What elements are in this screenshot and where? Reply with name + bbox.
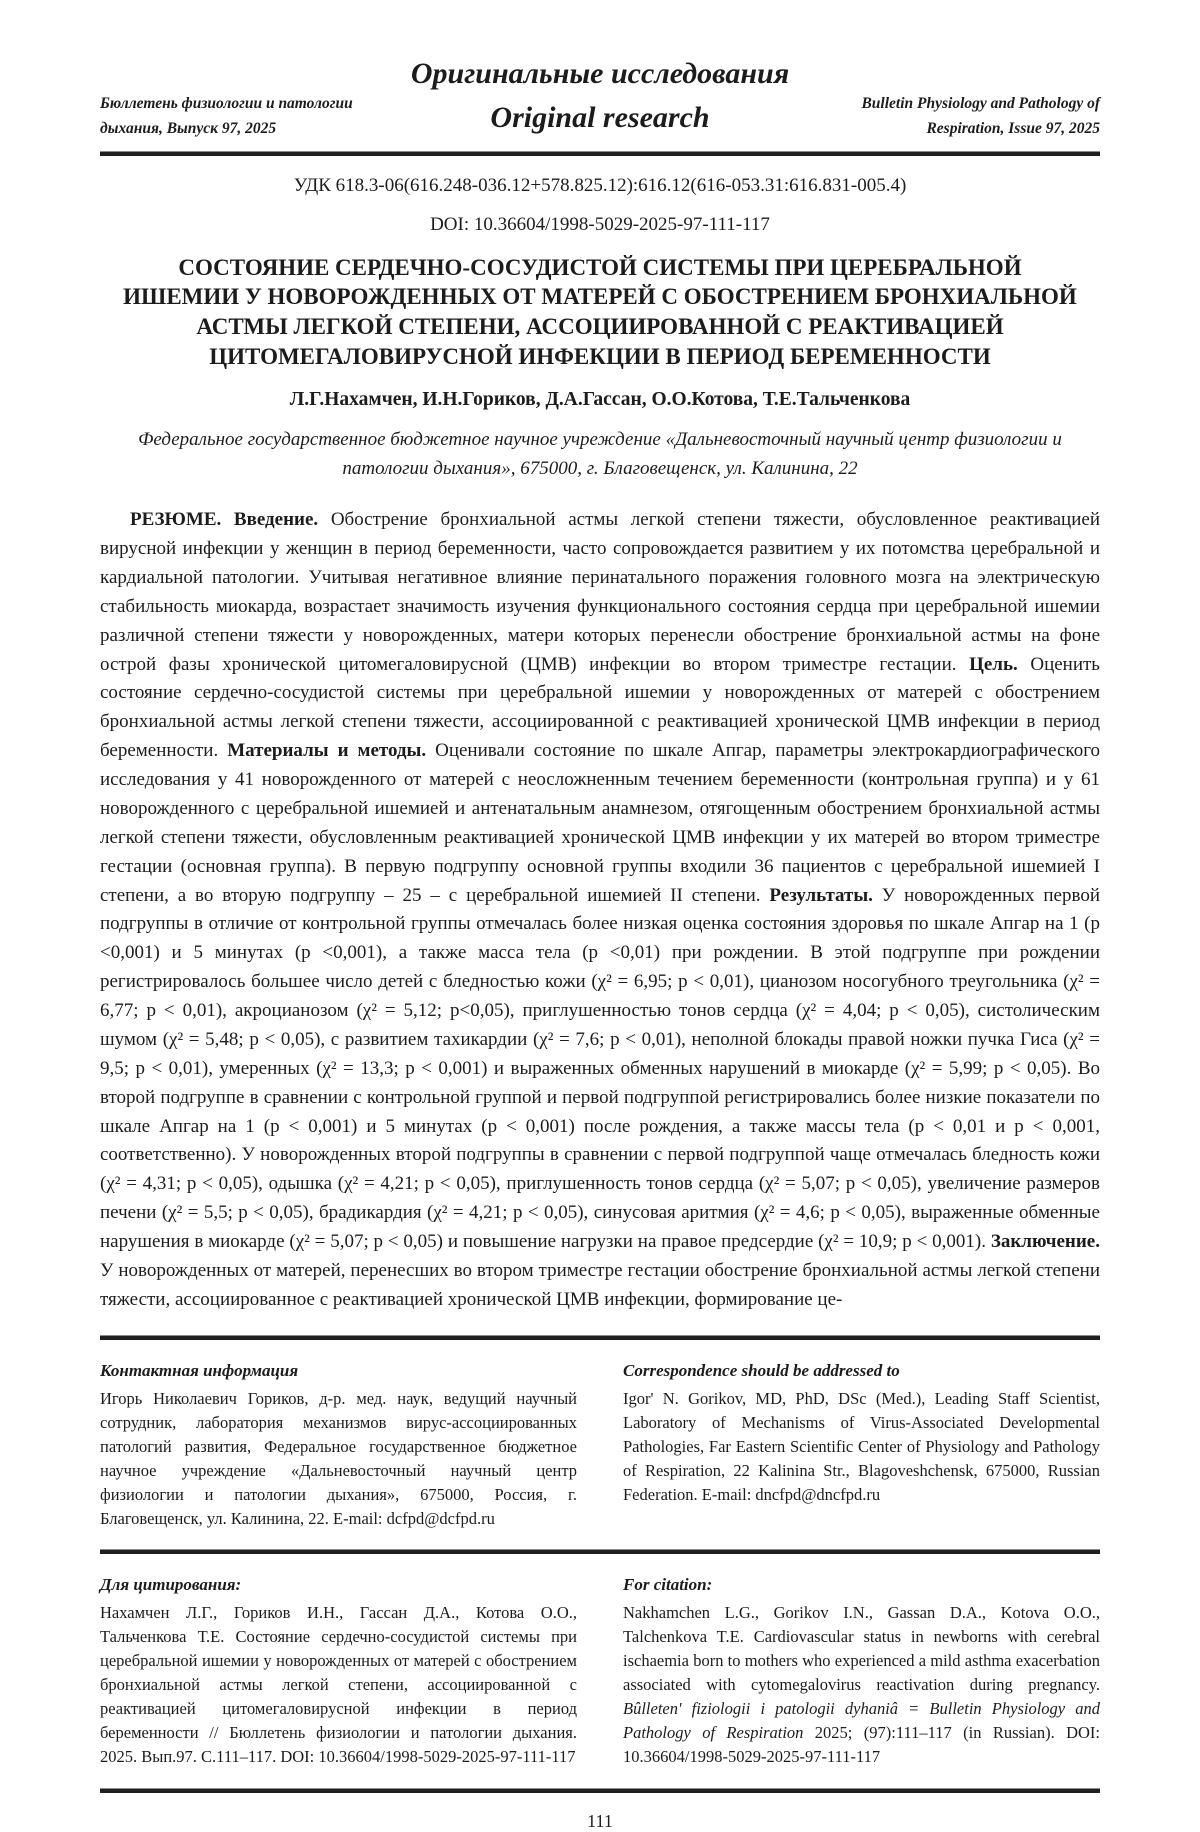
- contact-divider: [100, 1549, 1100, 1554]
- page-number: 111: [587, 1810, 613, 1831]
- citation-en-heading: For citation:: [623, 1575, 713, 1595]
- abstract-label-conclusion: Заключение.: [990, 1231, 1100, 1253]
- journal-name-ru: Бюллетень физиологии и патологии дыхания, Выпуск 97, 2025: [100, 95, 353, 137]
- citation-section: [100, 1574, 1100, 1769]
- abstract-text-intro: Обострение бронхиальной астмы легкой степени тяжести, обусловленное реактивацией вирусной инфекции у женщин в период беременности, часто сопровождается развитием у их потомства церебральной и кардиальной патологии. Учитывая негативное влияние перинатального поражения головного мозга на электрическую стабильность миокарда, возрастает значимость изучения функционального состояния сердца при церебральной ишемии различной степени тяжести у новорожденных, матери которых перенесли обострение бронхиальной астмы на фоне острой фазы хронической цитомегаловирусной (ЦМВ) инфекции во втором триместре гестации.: [100, 509, 1100, 675]
- contact-ru-body: Игорь Николаевич Гориков, д-р. мед. наук, ведущий научный сотрудник, лаборатория механизмов вирус-ассоциированных патологий развития, Федеральное государственное бюджетное научное учреждение «Дальневосточный научный центр физиологии и патологии дыхания», 675000, Россия, г. Благовещенск, ул. Калинина, 22. E-mail: dcfpd@dcfpd.ru: [100, 1388, 577, 1528]
- citation-en-journal-title: Bûlleten' fiziologii i patologii dyhaniâ = Bulletin Physiology and Pathology of Respiration: [623, 1699, 1100, 1743]
- citation-ru-column: [100, 1574, 577, 1769]
- contact-en-body: Igor' N. Gorikov, MD, PhD, DSc (Med.), Leading Staff Scientist, Laboratory of Mechanisms of Virus-Associated Developmental Pathologies, Far Eastern Scientific Center of Physiology and Pathology of Respiration, 22 Kalinina Str., Blagoveshchensk, 675000, Russian Federation. E-mail: dncfpd@dncfpd.ru: [623, 1388, 1100, 1504]
- contact-ru-heading: Контактная информация: [100, 1360, 299, 1380]
- contact-en-column: [623, 1360, 1100, 1531]
- abstract-label-aim: Цель.: [969, 653, 1018, 675]
- journal-name-en: Bulletin Physiology and Pathology of Respiration, Issue 97, 2025: [861, 95, 1100, 137]
- section-heading-en: Original research: [490, 101, 710, 134]
- page-header: [100, 56, 1100, 142]
- footer-divider: [100, 1788, 1100, 1793]
- abstract-paragraph: [100, 506, 1100, 1315]
- section-heading: [372, 56, 828, 136]
- citation-en-column: [623, 1574, 1100, 1769]
- article-title: СОСТОЯНИЕ СЕРДЕЧНО-СОСУДИСТОЙ СИСТЕМЫ ПРИ ЦЕРЕБРАЛЬНОЙ ИШЕМИИ У НОВОРОЖДЕННЫХ ОТ МАТЕРЕЙ С ОБОСТРЕНИЕМ БРОНХИАЛЬНОЙ АСТМЫ ЛЕГКОЙ СТЕПЕНИ, АССОЦИИРОВАННОЙ С РЕАКТИВАЦИЕЙ ЦИТОМЕГАЛОВИРУСНОЙ ИНФЕКЦИИ В ПЕРИОД БЕРЕМЕННОСТИ: [123, 254, 1077, 370]
- doi-line: DOI: 10.36604/1998-5029-2025-97-111-117: [430, 213, 770, 235]
- contact-ru-column: [100, 1360, 577, 1531]
- citation-ru-body: Нахамчен Л.Г., Гориков И.Н., Гассан Д.А., Котова О.О., Тальченкова Т.Е. Состояние сердечно-сосудистой системы при церебральной ишемии у новорожденных от матерей с обострением бронхиальной астмы легкой степени, ассоциированной с реактивацией цитомегаловирусной инфекции в период беременности // Бюллетень физиологии и патологии дыхания. 2025. Вып.97. С.111–117. DOI: 10.36604/1998-5029-2025-97-111-117: [100, 1603, 577, 1767]
- abstract-divider: [100, 1335, 1100, 1340]
- udk-line: УДК 618.3-06(616.248-036.12+578.825.12):616.12(616-053.31:616.831-005.4): [293, 174, 907, 196]
- affiliation-line: Федеральное государственное бюджетное научное учреждение «Дальневосточный научный центр физиологии и патологии дыхания», 675000, г. Благовещенск, ул. Калинина, 22: [138, 429, 1062, 479]
- abstract-text-aim: Оценить состояние сердечно-сосудистой системы при церебральной ишемии у новорожденных от матерей с обострением бронхиальной астмы легкой степени тяжести, ассоциированной с реактивацией хронической ЦМВ инфекции в период беременности.: [100, 653, 1100, 762]
- abstract-label-results: Результаты.: [769, 884, 873, 906]
- citation-en-body: [623, 1601, 1100, 1770]
- section-heading-ru: Оригинальные исследования: [410, 57, 790, 90]
- abstract-text-conclusion: У новорожденных от матерей, перенесших во втором триместре гестации обострение бронхиальной астмы легкой степени тяжести, ассоциированное с реактивацией хронической ЦМВ инфекции, формирование це-: [100, 1259, 1100, 1310]
- citation-en-text-1: Nakhamchen L.G., Gorikov I.N., Gassan D.A., Kotova O.O., Talchenkova T.E. Cardiovascular status in newborns with cerebral ischaemia born to mothers who experienced a mild asthma exacerbation associated with cytomegalovirus reactivation during pregnancy.: [623, 1603, 1100, 1695]
- header-divider: [100, 151, 1100, 156]
- abstract-text-results: У новорожденных первой подгруппы в отличие от контрольной группы отмечалась более низкая оценка состояния здоровья по шкале Апгар на 1 (р <0,001) и 5 минутах (р <0,001), а также масса тела (р <0,01) при рождении. В этой подгруппе при рождении регистрировалось большее число детей с бледностью кожи (χ² = 6,95; р < 0,01), цианозом носогубного треугольника (χ² = 6,77; р < 0,01), акроцианозом (χ² = 5,12; р<0,05), приглушенностью тонов сердца (χ² = 4,04; р < 0,05), систолическим шумом (χ² = 5,48; р < 0,05), с развитием тахикардии (χ² = 7,6; р < 0,01), неполной блокады правой ножки пучка Гиса (χ² = 9,5; р < 0,01), умеренных (χ² = 13,3; р < 0,001) и выраженных обменных нарушений в миокарде (χ² = 5,99; р < 0,05). Во второй подгруппе в сравнении с контрольной группой и первой подгруппой регистрировались более низкие показатели по шкале Апгар на 1 (р < 0,001) и 5 минутах (р < 0,001) после рождения, а также массы тела (р < 0,01 и р < 0,001, соответственно). У новорожденных второй подгруппы в сравнении с первой подгруппой чаще отмечалась бледность кожи (χ² = 4,31; р < 0,05), одышка (χ² = 4,21; р < 0,05), приглушенность тонов сердца (χ² = 5,07; р < 0,05), увеличение размеров печени (χ² = 5,5; р < 0,05), брадикардия (χ² = 4,21; р < 0,05), синусовая аритмия (χ² = 4,6; р < 0,05), выраженные обменные нарушения в миокарде (χ² = 5,07; р < 0,05) и повышение нагрузки на правое предсердие (χ² = 10,9; р < 0,001).: [100, 884, 1100, 1253]
- contact-en-heading: Correspondence should be addressed to: [623, 1360, 900, 1380]
- abstract-label-intro: РЕЗЮМЕ. Введение.: [130, 509, 319, 531]
- citation-ru-heading: Для цитирования:: [100, 1575, 242, 1595]
- authors-line: Л.Г.Нахамчен, И.Н.Гориков, Д.А.Гассан, О.О.Котова, Т.Е.Тальченкова: [289, 389, 911, 411]
- abstract-text-methods: Оценивали состояние по шкале Апгар, параметры электрокардиографического исследования у 41 новорожденного от матерей с неосложненным течением беременности (контрольная группа) и у 61 новорожденного с церебральной ишемией и антенатальным анамнезом, отягощенным обострением бронхиальной астмы легкой степени тяжести, обусловленным реактивацией хронической ЦМВ инфекции у их матерей во втором триместре гестации (основная группа). В первую подгруппу основной группы входили 36 пациентов с церебральной ишемией I степени, а во вторую подгруппу – 25 – с церебральной ишемией II степени.: [100, 740, 1101, 906]
- abstract-label-methods: Материалы и методы.: [227, 740, 427, 762]
- citation-en-text-2: 2025; (97):111–117 (in Russian). DOI: 10.36604/1998-5029-2025-97-111-117: [623, 1723, 1101, 1767]
- contact-section: [100, 1360, 1100, 1531]
